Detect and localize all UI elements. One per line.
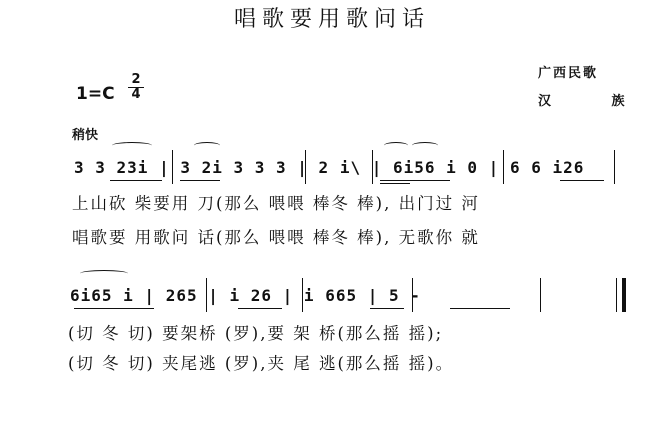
staff-1-underline (560, 180, 604, 181)
time-signature-numerator: 2 (131, 72, 141, 87)
staff-1-tie (112, 142, 152, 149)
staff-2-final-thick-barline (622, 278, 626, 312)
staff-2-underline (238, 308, 282, 309)
staff-2-lyrics-verse-2: (切 冬 切) 夹尾逃 (罗),夹 尾 逃(那么摇 摇)。 (68, 354, 455, 373)
key-signature: 1=C (76, 84, 115, 104)
staff-1-barline (372, 150, 373, 184)
song-origin: 广西民歌 (538, 66, 599, 81)
song-ethnicity: 汉 族 (538, 94, 653, 109)
time-signature-denominator: 4 (131, 87, 141, 102)
staff-1-underline (380, 183, 410, 184)
staff-2-notes: 6i65 i | 265 | i 26 | i 665 | 5 - (70, 286, 421, 305)
staff-2-barline (412, 278, 413, 312)
staff-1-underline (110, 180, 162, 181)
staff-2-barline (206, 278, 207, 312)
staff-2-final-thin-barline (616, 278, 617, 312)
staff-1-underline (380, 180, 450, 181)
staff-2-barline (540, 278, 541, 312)
time-signature (128, 74, 144, 101)
staff-2-tie (80, 270, 128, 277)
tempo-marking: 稍快 (72, 128, 99, 143)
staff-1-lyrics-verse-2: 唱歌要 用歌问 话(那么 喂喂 棒冬 棒), 无歌你 就 (72, 228, 480, 247)
staff-2-underline (450, 308, 510, 309)
song-title: 唱歌要用歌问话 (233, 7, 430, 32)
staff-1-underline (180, 180, 220, 181)
staff-2-underline (370, 308, 404, 309)
staff-1-notes: 3 3 23i | 3 2i 3 3 3 | 2 i\ | 6i56 i 0 | 6 6 i26 (74, 158, 585, 177)
staff-1-barline (503, 150, 504, 184)
staff-1-barline (614, 150, 615, 184)
staff-1-tie (194, 142, 220, 149)
staff-2-lyrics-verse-1: (切 冬 切) 要架桥 (罗),要 架 桥(那么摇 摇); (68, 324, 444, 343)
staff-1-barline (172, 150, 173, 184)
staff-1-tie (384, 142, 408, 149)
staff-1-lyrics-verse-1: 上山砍 柴要用 刀(那么 喂喂 棒冬 棒), 出门过 河 (72, 194, 480, 213)
staff-2-underline (74, 308, 154, 309)
staff-1-barline (305, 150, 306, 184)
staff-1-tie (412, 142, 438, 149)
staff-2-barline (302, 278, 303, 312)
